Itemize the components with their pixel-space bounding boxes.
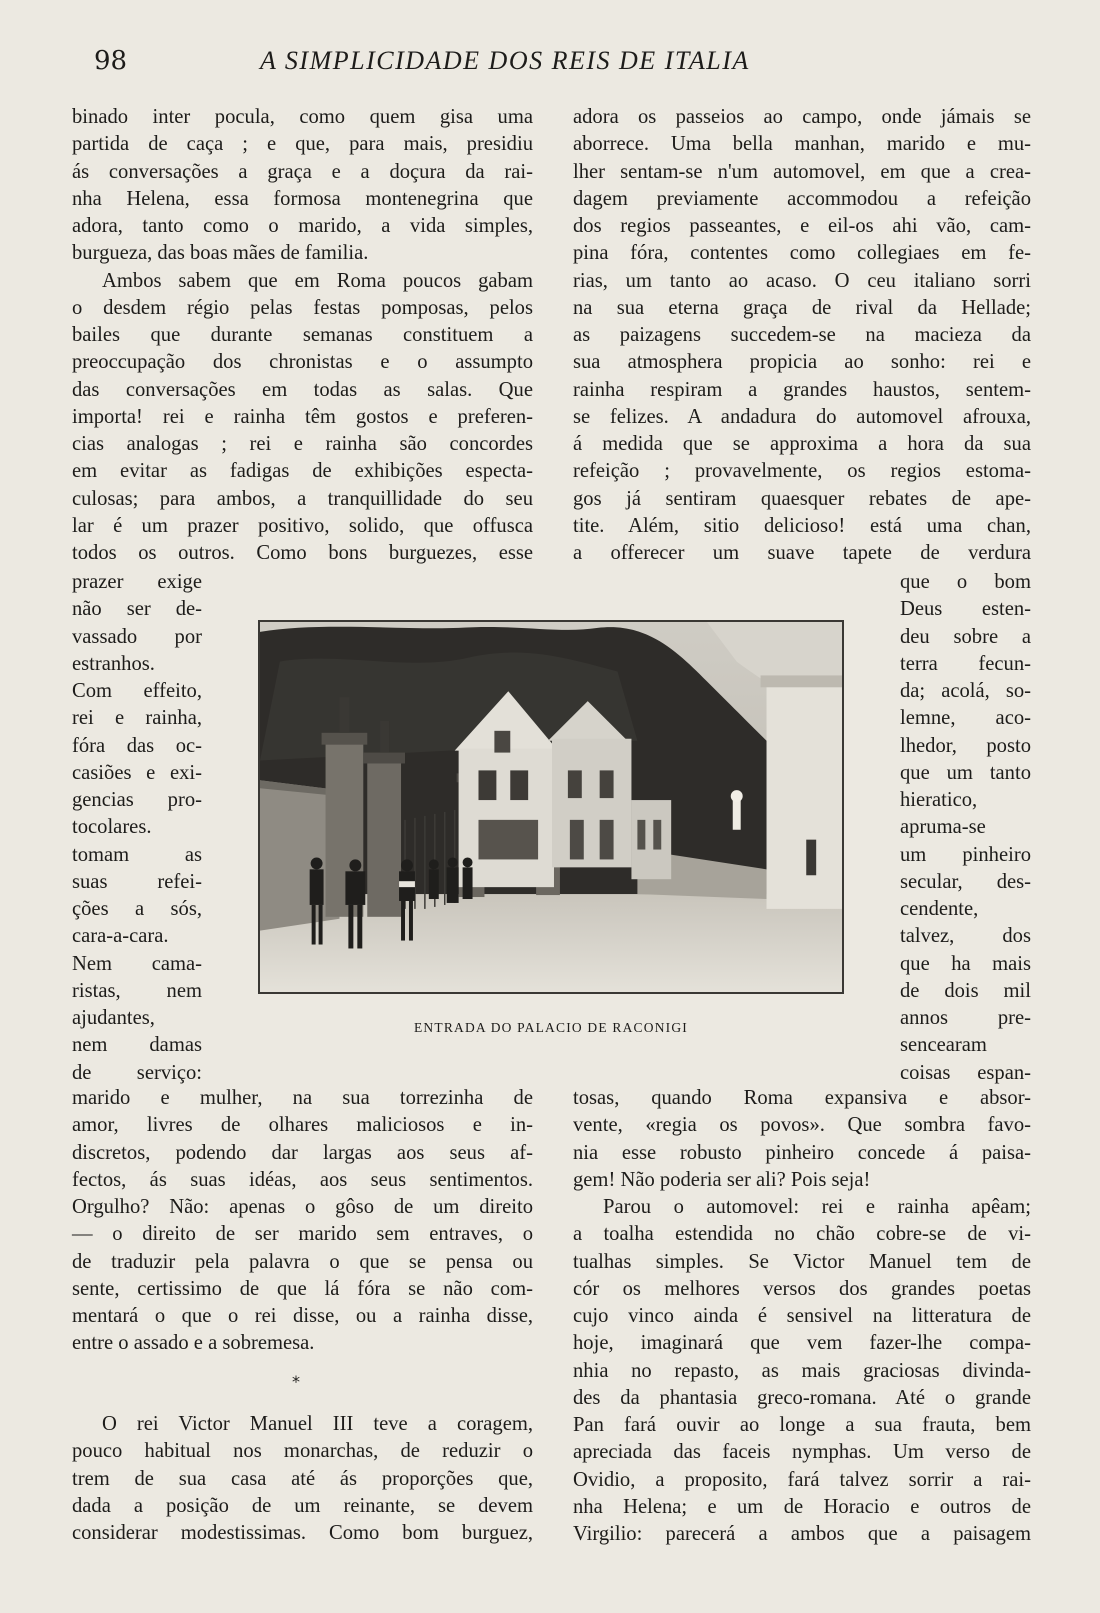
text-line: adora os passeios ao campo, onde jámais se [573,106,1031,128]
text-line: amor, livres de olhares maliciosos e in- [72,1114,533,1137]
text-line: um pinheiro [900,843,1031,866]
text-line: binado inter pocula, como quem gisa uma [72,106,533,128]
text-line: prazer exige [72,571,202,593]
text-line: Parou o automovel: rei e rainha apêam; [603,1196,1031,1218]
text-line: des da phantasia greco-romana. Até o grande [573,1386,1031,1409]
text-line: nhia no repasto, as mais graciosas divinda- [573,1359,1031,1382]
text-line: deu sobre a [900,625,1031,648]
left-column-bottom [72,1085,533,1358]
text-line: dada a posição de um reinante, se devem [72,1494,533,1517]
left-column-section-start [72,1411,533,1547]
text-line: gencias pro- [72,789,202,811]
text-line: ajudantes, [72,1007,155,1029]
text-line: tosas, quando Roma expansiva e absor- [573,1087,1031,1109]
text-line: aborrece. Uma bella manhan, marido e mu- [573,133,1031,156]
page-number: 98 [94,46,128,76]
text-line: pina fóra, contentes como collegiaes em fe- [573,242,1031,265]
text-line: rainha respiram a grandes haustos, sentem- [573,378,1031,401]
text-line: que um tanto [900,761,1031,784]
text-line: ás conversações a graça e a doçura da rai- [72,160,533,183]
text-line: ristas, nem [72,979,202,1002]
text-line: trem de sua casa até ás proporções que, [72,1467,533,1490]
text-line: tite. Além, sitio delicioso! está uma chan, [573,514,1031,537]
text-line: em evitar as fadigas de exhibições especta- [72,460,533,483]
text-line: tualhas simples. Se Victor Manuel tem de [573,1250,1031,1273]
text-line: considerar modestissimas. Como bom burguez, [72,1522,533,1544]
text-line: entre o assado e a sobremesa. [72,1332,315,1355]
text-line: culosas; para ambos, a tranquillidade do seu [72,487,533,510]
text-line: dos regios passeantes, e eil-os ahi vão, cam- [573,215,1031,237]
text-line: tomam as [72,843,202,866]
text-line: sencearam [900,1034,987,1057]
text-line: as paizagens succedem-se na macieza da [573,324,1031,346]
text-line: rias, um tanto ao acaso. O ceu italiano sorri [573,269,1031,292]
text-line: dagem previamente accommodou a refeição [573,187,1031,210]
text-line: coisas espan- [900,1061,1031,1084]
text-line: pouco habitual nos monarchas, de reduzir o [72,1440,533,1463]
text-line: adora, tanto como o marido, a vida simples, [72,215,533,237]
text-line: que o bom [900,571,1031,593]
text-line: a offerecer um suave tapete de verdura [573,542,1031,564]
text-line: preoccupação dos chronistas e o assumpto [72,351,533,374]
text-line: discretos, podendo dar largas aos seus af- [72,1141,533,1164]
text-line: cór os melhores versos dos grandes poetas [573,1277,1031,1300]
text-line: rei e rainha, [72,707,202,730]
text-line: mentará o que o rei disse, ou a rainha disse, [72,1305,533,1327]
text-line: lemne, aco- [900,707,1031,730]
right-column-top [573,104,1031,567]
text-line: Ambos sabem que em Roma poucos gabam [102,269,533,292]
text-line: marido e mulher, na sua torrezinha de [72,1087,533,1109]
text-line: o desdem régio pelas festas pomposas, pelos [72,296,533,319]
text-line: Ovidio, a proposito, fará talvez sorrir a rai- [573,1468,1031,1491]
text-line: nia esse robusto pinheiro concede á paisa- [573,1141,1031,1164]
text-line: apruma-se [900,816,986,839]
text-line: Pan fará ouvir ao longe a sua frauta, bem [573,1414,1031,1436]
text-line: lher sentam-se n'um automovel, em que a crea- [573,160,1031,183]
text-line: nha Helena; e um de Horacio e outros de [573,1495,1031,1518]
text-line: hieratico, [900,789,978,811]
text-line: todos os outros. Como bons burguezes, esse [72,542,533,564]
text-line: refeição ; provavelmente, os regios estoma- [573,460,1031,483]
text-line: á medida que se approxima a hora da sua [573,433,1031,455]
text-line: nha Helena, essa formosa montenegrina que [72,187,533,210]
text-line: apreciada das faceis nymphas. Um verso de [573,1441,1031,1464]
text-line: burgueza, das boas mães de familia. [72,242,369,265]
text-line: Virgilio: parecerá a ambos que a paisagem [573,1523,1031,1545]
text-line: terra fecun- [900,652,1031,675]
text-line: de traduzir pela palavra o que se pensa ou [72,1250,533,1273]
text-line: a toalha estendida no chão cobre-se de vi- [573,1223,1031,1246]
text-line: na sua eterna graça de rival da Hellade; [573,296,1031,319]
text-line: das conversações em todas as salas. Que [72,378,533,401]
text-line: vassado por [72,625,202,648]
text-line: secular, des- [900,870,1031,893]
text-line: cendente, [900,898,979,920]
text-line: Com effeito, [72,680,202,702]
text-line: lar é um prazer positivo, solido, que offusca [72,514,533,537]
text-line: se felizes. A andadura do automovel afrouxa, [573,405,1031,428]
running-title: A SIMPLICIDADE DOS REIS DE ITALIA [260,46,750,75]
text-line: gos já sentiram quaesquer rebates de ape- [573,487,1031,510]
text-line: de dois mil [900,979,1031,1002]
text-line: ções a sós, [72,898,202,920]
text-line: lhedor, posto [900,734,1031,757]
text-line: fóra das oc- [72,734,202,757]
left-column-top [72,104,533,567]
text-line: da; acolá, so- [900,680,1031,702]
text-line: fectos, ás suas idéas, aos seus sentimentos. [72,1168,533,1191]
text-line: cias analogas ; rei e rainha são concordes [72,433,533,455]
text-line: casiões e exi- [72,761,202,784]
photo-illustration [260,622,842,992]
photo-caption: ENTRADA DO PALACIO DE RACONIGI [413,1020,688,1035]
text-line: cara-a-cara. [72,925,169,948]
text-line: annos pre- [900,1007,1031,1029]
text-line: sente, certissimo de que lá fóra se não com- [72,1277,533,1300]
text-line: vente, «regia os povos». Que sombra favo- [573,1114,1031,1137]
text-line: importa! rei e rainha têm gostos e preferen- [72,405,533,428]
text-line: estranhos. [72,652,155,675]
text-line: gem! Não poderia ser ali? Pois seja! [573,1168,871,1191]
text-line: O rei Victor Manuel III teve a coragem, [102,1413,533,1435]
text-line: sua atmosphera propicia ao sonho: rei e [573,351,1031,374]
text-line: tocolares. [72,816,152,839]
text-line: que ha mais [900,952,1031,975]
text-line: suas refei- [72,870,202,893]
text-line: Deus esten- [900,598,1031,621]
text-line: cujo vinco ainda é sensivel na litteratura de [573,1305,1031,1327]
text-line: Nem cama- [72,952,202,975]
text-line: não ser de- [72,598,202,621]
text-line: hoje, imaginará que vem fazer-lhe compa- [573,1332,1031,1355]
text-line: bailes que durante semanas constituem a [72,324,533,346]
text-line: de serviço: [72,1061,202,1084]
palace-entrance-photo [258,620,844,994]
right-column-narrow [900,569,1031,1087]
section-separator: * [292,1372,300,1391]
text-line: nem damas [72,1034,202,1057]
text-line: — o direito de ser marido sem entraves, o [72,1223,533,1246]
text-line: talvez, dos [900,925,1031,948]
text-line: Orgulho? Não: apenas o gôso de um direito [72,1196,533,1218]
right-column-bottom [573,1085,1031,1548]
text-line: partida de caça ; e que, para mais, presidiu [72,133,533,156]
left-column-narrow [72,569,202,1087]
